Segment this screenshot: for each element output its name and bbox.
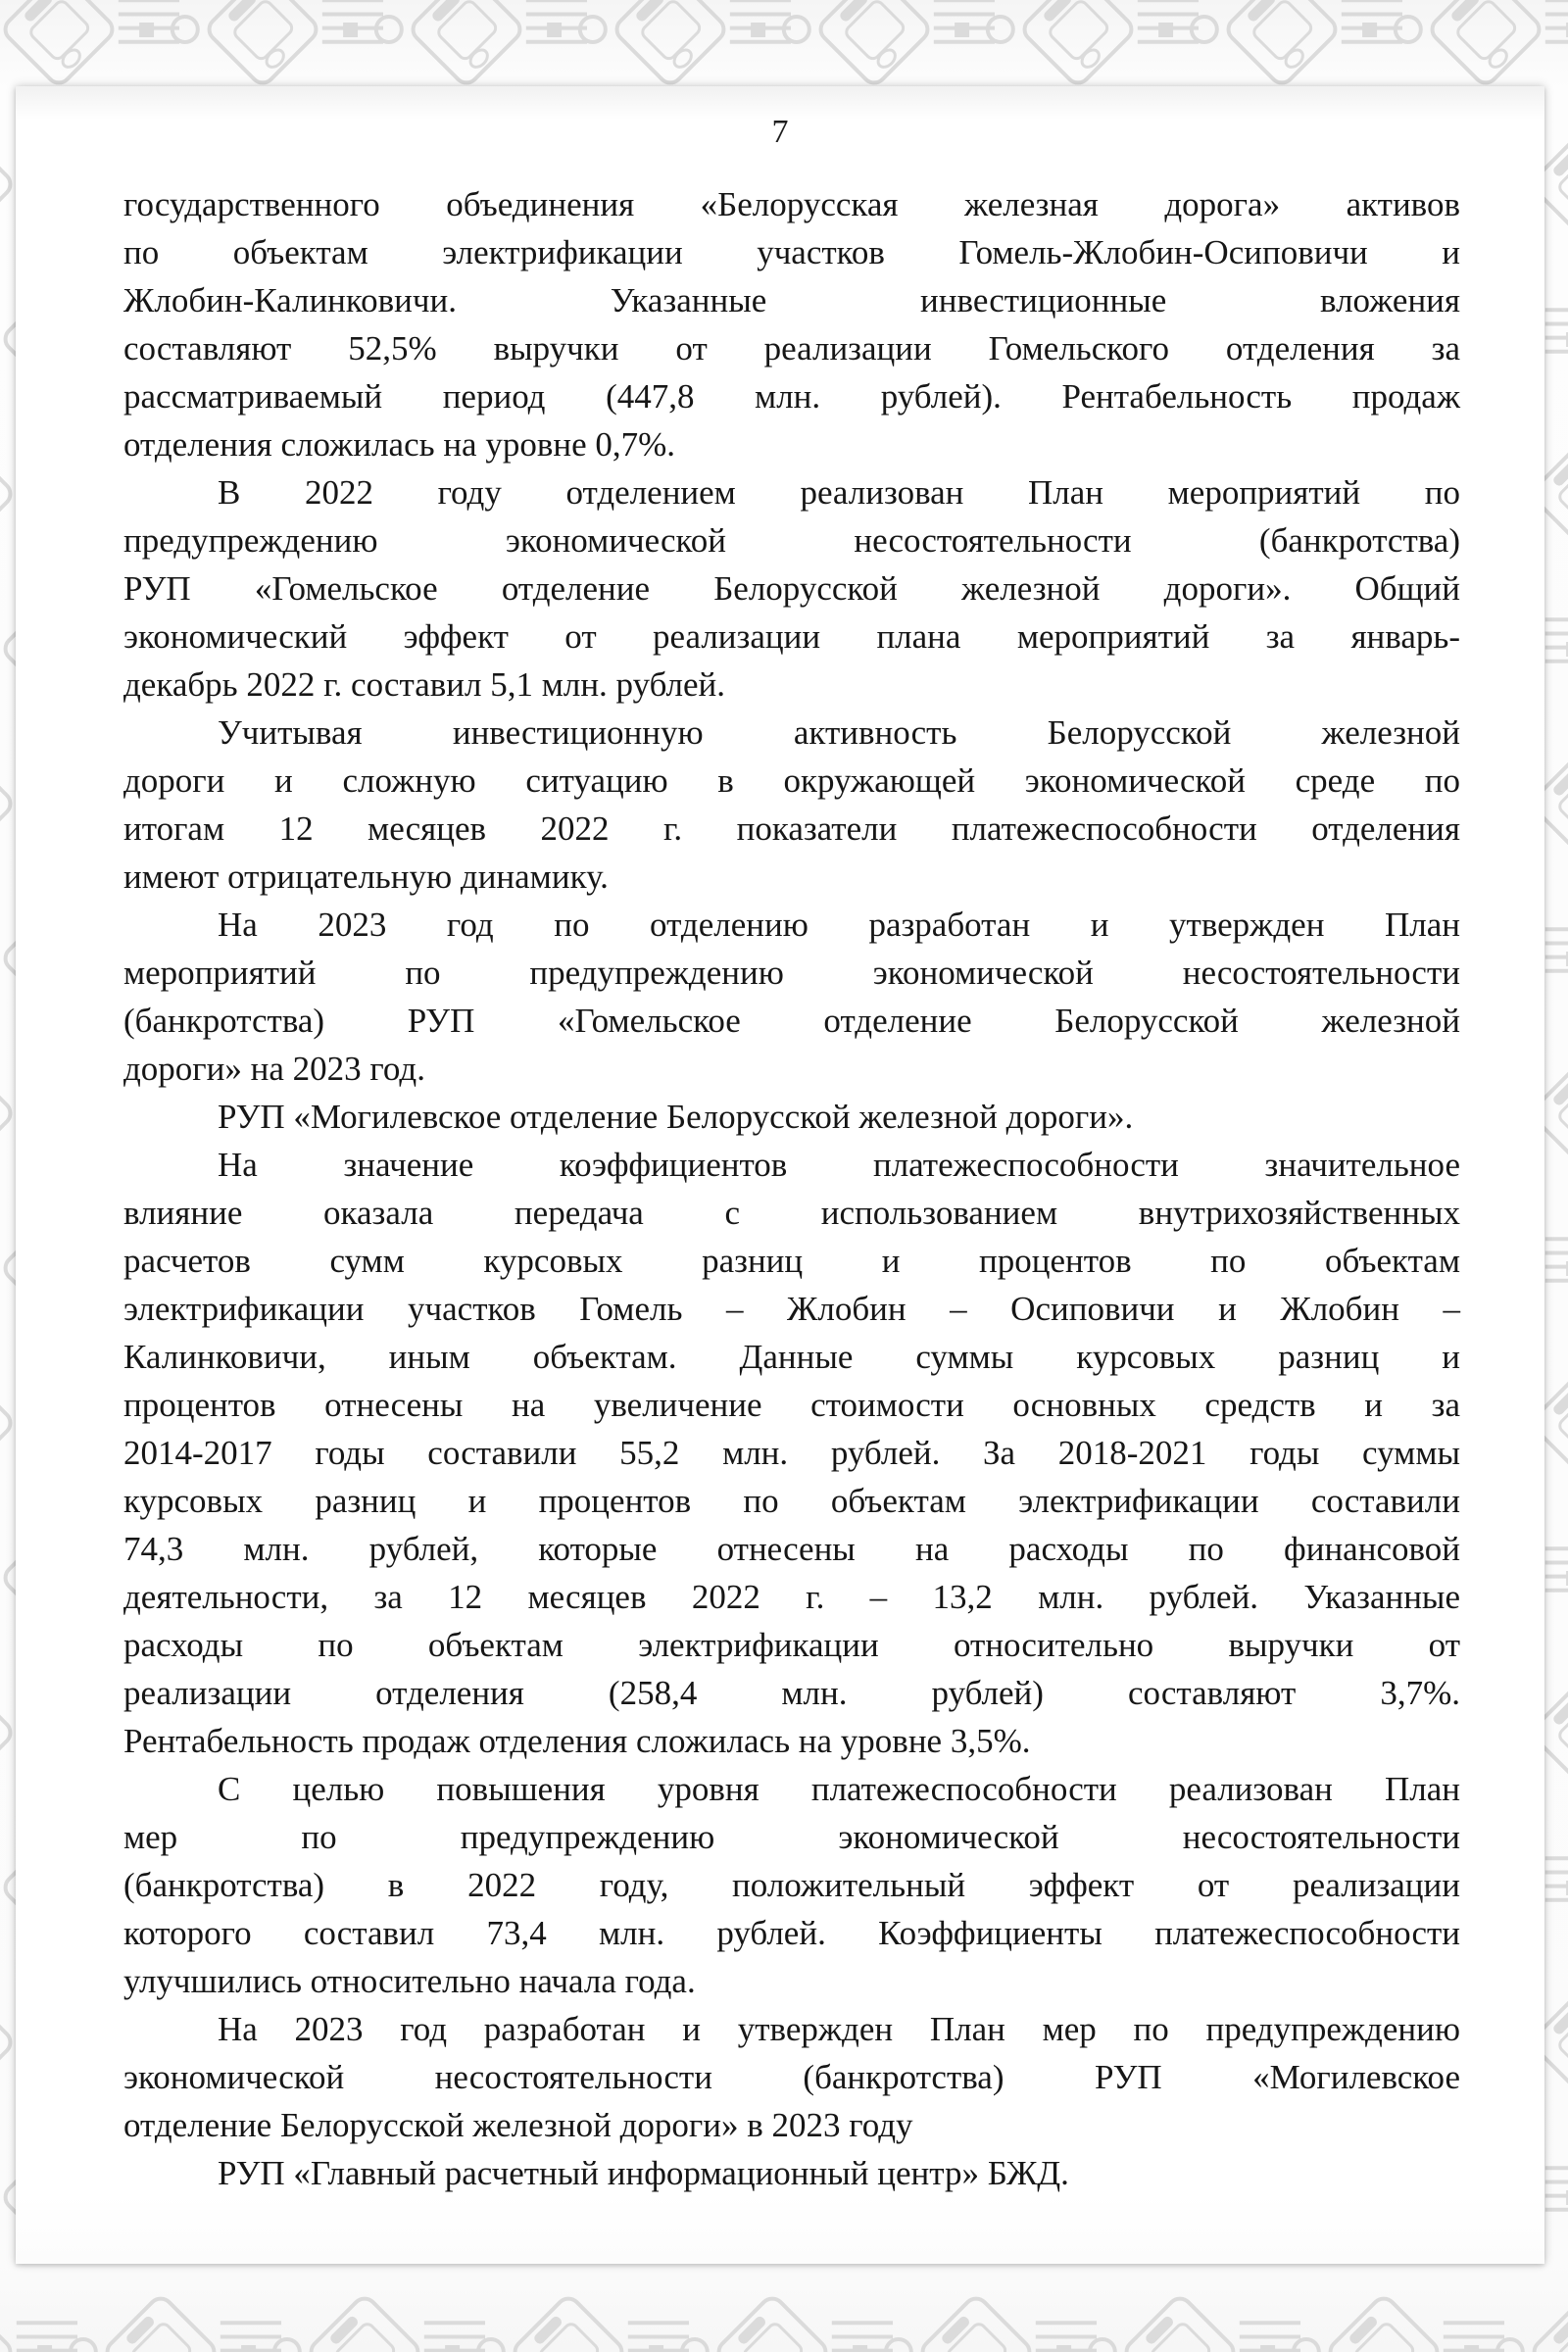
text-line: экономической несостоятельности (банкротства) РУП «Могилевское <box>123 2058 1460 2096</box>
text-line: курсовых разниц и процентов по объектам электрификации составили <box>123 1482 1460 1520</box>
paragraph <box>123 180 1460 468</box>
text-line: улучшились относительно начала года. <box>123 1962 696 2000</box>
text-line: расчетов сумм курсовых разниц и процентов по объектам <box>123 1242 1460 1280</box>
text-line: отделение Белорусской железной дороги» в 2023 году <box>123 2106 913 2144</box>
paragraph <box>123 2149 1460 2197</box>
text-line: На 2023 год по отделению разработан и утвержден План <box>218 906 1460 944</box>
text-line: которого составил 73,4 млн. рублей. Коэффициенты платежеспособности <box>123 1914 1460 1952</box>
paragraph <box>123 901 1460 1093</box>
text-line: 2014-2017 годы составили 55,2 млн. рублей. За 2018-2021 годы суммы <box>123 1434 1460 1472</box>
text-line: влияние оказала передача с использованием внутрихозяйственных <box>123 1194 1460 1232</box>
paragraph <box>123 1765 1460 2005</box>
text-line: РУП «Гомельское отделение Белорусской железной дороги». Общий <box>123 569 1460 608</box>
text-line: Жлобин-Калинковичи. Указанные инвестиционные вложения <box>123 281 1460 319</box>
paragraph <box>123 1141 1460 1765</box>
text-line: (банкротства) в 2022 году, положительный эффект от реализации <box>123 1866 1460 1904</box>
text-line: дороги» на 2023 год. <box>123 1050 425 1088</box>
text-line: РУП «Главный расчетный информационный центр» БЖД. <box>218 2154 1069 2192</box>
text-line: мер по предупреждению экономической несостоятельности <box>123 1818 1460 1856</box>
paragraph <box>123 1093 1460 1141</box>
text-line: мероприятий по предупреждению экономической несостоятельности <box>123 954 1460 992</box>
text-line: реализации отделения (258,4 млн. рублей) составляют 3,7%. <box>123 1674 1460 1712</box>
text-line: экономический эффект от реализации плана мероприятий за январь- <box>123 617 1460 656</box>
text-line: государственного объединения «Белорусская железная дорога» активов <box>123 185 1460 223</box>
text-line: расходы по объектам электрификации относительно выручки от <box>123 1626 1460 1664</box>
text-line: имеют отрицательную динамику. <box>123 858 609 896</box>
text-line: Калинковичи, иным объектам. Данные суммы курсовых разниц и <box>123 1338 1460 1376</box>
text-line: декабрь 2022 г. составил 5,1 млн. рублей. <box>123 665 726 704</box>
document-page <box>16 86 1544 2264</box>
text-line: деятельности, за 12 месяцев 2022 г. – 13,2 млн. рублей. Указанные <box>123 1578 1460 1616</box>
text-line: по объектам электрификации участков Гомель-Жлобин-Осиповичи и <box>123 233 1460 271</box>
text-line: На значение коэффициентов платежеспособности значительное <box>218 1146 1460 1184</box>
text-line: В 2022 году отделением реализован План мероприятий по <box>218 473 1460 512</box>
text-line: РУП «Могилевское отделение Белорусской железной дороги». <box>218 1098 1134 1136</box>
paragraph <box>123 2005 1460 2149</box>
text-line: (банкротства) РУП «Гомельское отделение Белорусской железной <box>123 1002 1460 1040</box>
text-line: процентов отнесены на увеличение стоимости основных средств и за <box>123 1386 1460 1424</box>
text-line: итогам 12 месяцев 2022 г. показатели платежеспособности отделения <box>123 809 1460 848</box>
text-line: отделения сложилась на уровне 0,7%. <box>123 425 676 464</box>
text-line: Рентабельность продаж отделения сложилась на уровне 3,5%. <box>123 1722 1031 1760</box>
text-line: составляют 52,5% выручки от реализации Гомельского отделения за <box>123 329 1460 368</box>
text-line: рассматриваемый период (447,8 млн. рублей). Рентабельность продаж <box>123 377 1460 416</box>
text-line: С целью повышения уровня платежеспособности реализован План <box>218 1770 1460 1808</box>
paragraph <box>123 709 1460 901</box>
page-number: 7 <box>771 114 789 150</box>
text-line: Учитывая инвестиционную активность Белорусской железной <box>218 713 1460 752</box>
text-line: электрификации участков Гомель – Жлобин – Осиповичи и Жлобин – <box>123 1290 1460 1328</box>
text-line: 74,3 млн. рублей, которые отнесены на расходы по финансовой <box>123 1530 1460 1568</box>
paragraph <box>123 468 1460 709</box>
document-body <box>123 180 1460 2197</box>
text-line: На 2023 год разработан и утвержден План мер по предупреждению <box>218 2010 1460 2048</box>
text-line: дороги и сложную ситуацию в окружающей экономической среде по <box>123 761 1460 800</box>
text-line: предупреждению экономической несостоятельности (банкротства) <box>123 521 1460 560</box>
